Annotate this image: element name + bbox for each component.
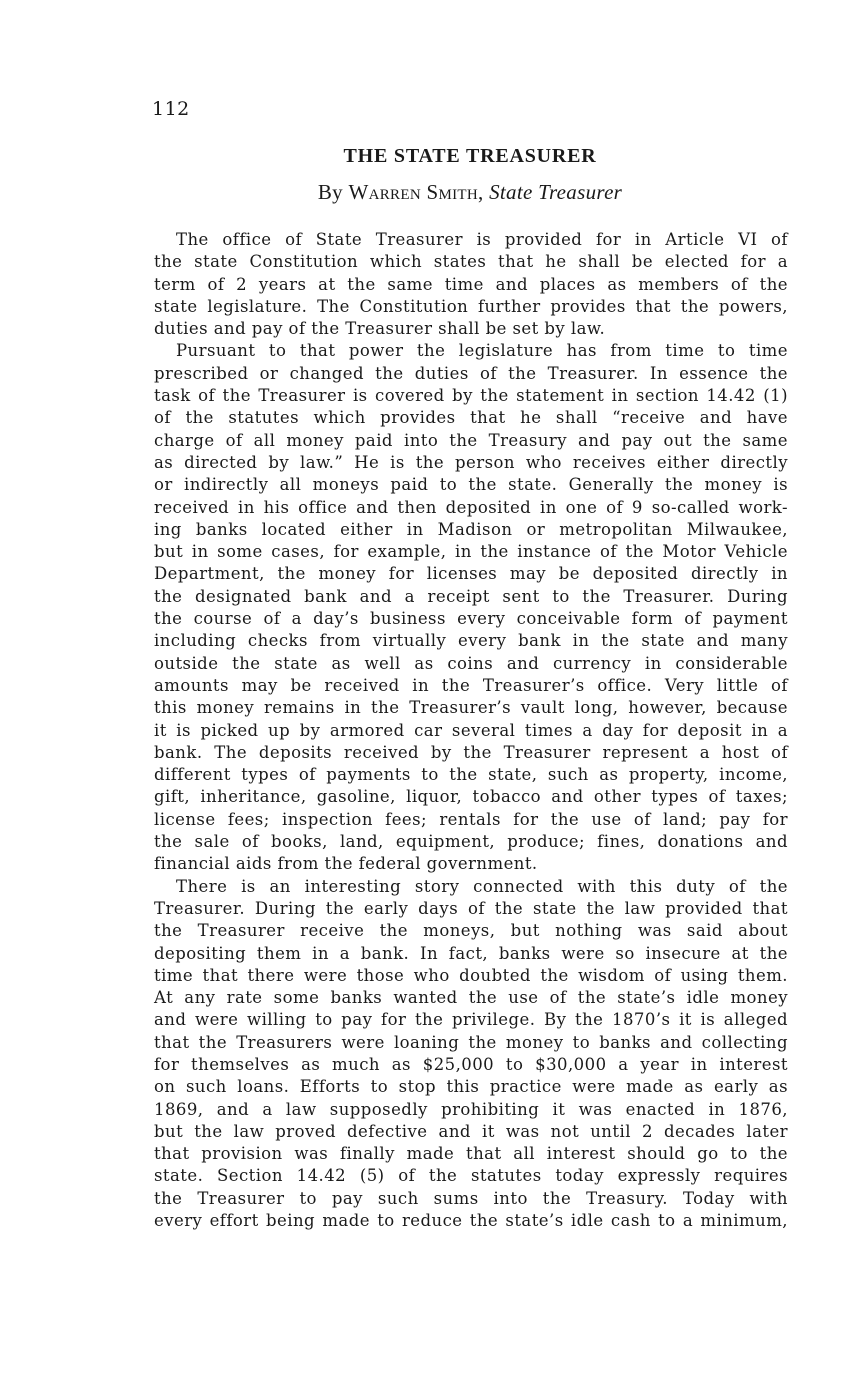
text-line: as directed by law.” He is the person who receives either directly bbox=[154, 452, 788, 472]
text-line: license fees; inspection fees; rentals for the use of land; pay for bbox=[154, 809, 788, 829]
text-line: At any rate some banks wanted the use of the state’s idle money bbox=[154, 988, 788, 1008]
text-line: different types of payments to the state, such as property, income, bbox=[154, 765, 788, 785]
text-line: task of the Treasurer is covered by the statement in section 14.42 (1) bbox=[154, 386, 788, 406]
paragraph bbox=[154, 229, 788, 340]
text-line: charge of all money paid into the Treasury and pay out the same bbox=[154, 430, 788, 450]
text-line: the designated bank and a receipt sent to the Treasurer. During bbox=[154, 586, 788, 606]
text-line: on such loans. Efforts to stop this practice were made as early as bbox=[154, 1077, 788, 1097]
text-line: Department, the money for licenses may be deposited directly in bbox=[154, 564, 788, 584]
text-line: ing banks located either in Madison or metropolitan Milwaukee, bbox=[154, 519, 788, 539]
paragraph bbox=[154, 340, 788, 875]
text-line: time that there were those who doubted the wisdom of using them. bbox=[154, 965, 788, 985]
text-line: received in his office and then deposited in one of 9 so-called work- bbox=[154, 497, 788, 517]
text-line: prescribed or changed the duties of the Treasurer. In essence the bbox=[154, 363, 788, 383]
text-line: that the Treasurers were loaning the money to banks and collecting bbox=[154, 1032, 788, 1052]
text-line: outside the state as well as coins and currency in considerable bbox=[154, 653, 788, 673]
text-line: the sale of books, land, equipment, produce; fines, donations and bbox=[154, 832, 788, 852]
paragraph bbox=[154, 876, 788, 1233]
byline-prefix: By bbox=[317, 180, 349, 204]
text-line: or indirectly all moneys paid to the state. Generally the money is bbox=[154, 475, 788, 495]
byline bbox=[0, 180, 859, 205]
text-line: financial aids from the federal government. bbox=[154, 854, 538, 874]
text-line: Pursuant to that power the legislature has from time to time bbox=[176, 341, 788, 361]
author-name: Warren Smith bbox=[348, 180, 479, 204]
text-line: depositing them in a bank. In fact, banks were so insecure at the bbox=[154, 943, 788, 963]
text-line: state. Section 14.42 (5) of the statutes today expressly requires bbox=[154, 1166, 788, 1186]
text-line: that provision was finally made that all interest should go to the bbox=[154, 1144, 788, 1164]
text-line: amounts may be received in the Treasurer’s office. Very little of bbox=[154, 675, 788, 695]
text-line: the Treasurer receive the moneys, but nothing was said about bbox=[154, 921, 788, 941]
text-line: the state Constitution which states that he shall be elected for a bbox=[154, 252, 788, 272]
text-line: There is an interesting story connected with this duty of the bbox=[176, 876, 788, 896]
text-line: state legislature. The Constitution further provides that the powers, bbox=[154, 296, 788, 316]
text-line: and were willing to pay for the privilege. By the 1870’s it is alleged bbox=[154, 1010, 788, 1030]
text-line: Treasurer. During the early days of the state the law provided that bbox=[154, 898, 788, 918]
text-line: of the statutes which provides that he shall “receive and have bbox=[154, 408, 788, 428]
text-line: for themselves as much as $25,000 to $30,000 a year in interest bbox=[154, 1054, 788, 1074]
text-line: the Treasurer to pay such sums into the Treasury. Today with bbox=[154, 1188, 788, 1208]
byline-separator: , bbox=[478, 180, 490, 204]
text-line: the course of a day’s business every conceivable form of payment bbox=[154, 609, 788, 629]
page-number: 112 bbox=[152, 98, 190, 120]
article-body bbox=[154, 229, 788, 1232]
author-role: State Treasurer bbox=[489, 180, 623, 204]
text-line: every effort being made to reduce the state’s idle cash to a minimum, bbox=[154, 1211, 788, 1231]
text-line: duties and pay of the Treasurer shall be set by law. bbox=[154, 319, 606, 339]
text-line: gift, inheritance, gasoline, liquor, tobacco and other types of taxes; bbox=[154, 787, 788, 807]
text-line: this money remains in the Treasurer’s vault long, however, because bbox=[154, 698, 788, 718]
text-line: it is picked up by armored car several times a day for deposit in a bbox=[154, 720, 788, 740]
text-line: 1869, and a law supposedly prohibiting it was enacted in 1876, bbox=[154, 1099, 788, 1119]
article-title: THE STATE TREASURER bbox=[343, 145, 597, 167]
text-line: bank. The deposits received by the Treasurer represent a host of bbox=[154, 742, 788, 762]
text-line: term of 2 years at the same time and places as members of the bbox=[154, 274, 788, 294]
text-line: The office of State Treasurer is provided for in Article VI of bbox=[176, 230, 788, 249]
text-line: including checks from virtually every bank in the state and many bbox=[154, 631, 788, 651]
text-line: but the law proved defective and it was not until 2 decades later bbox=[154, 1121, 788, 1141]
text-line: but in some cases, for example, in the instance of the Motor Vehicle bbox=[154, 542, 788, 562]
